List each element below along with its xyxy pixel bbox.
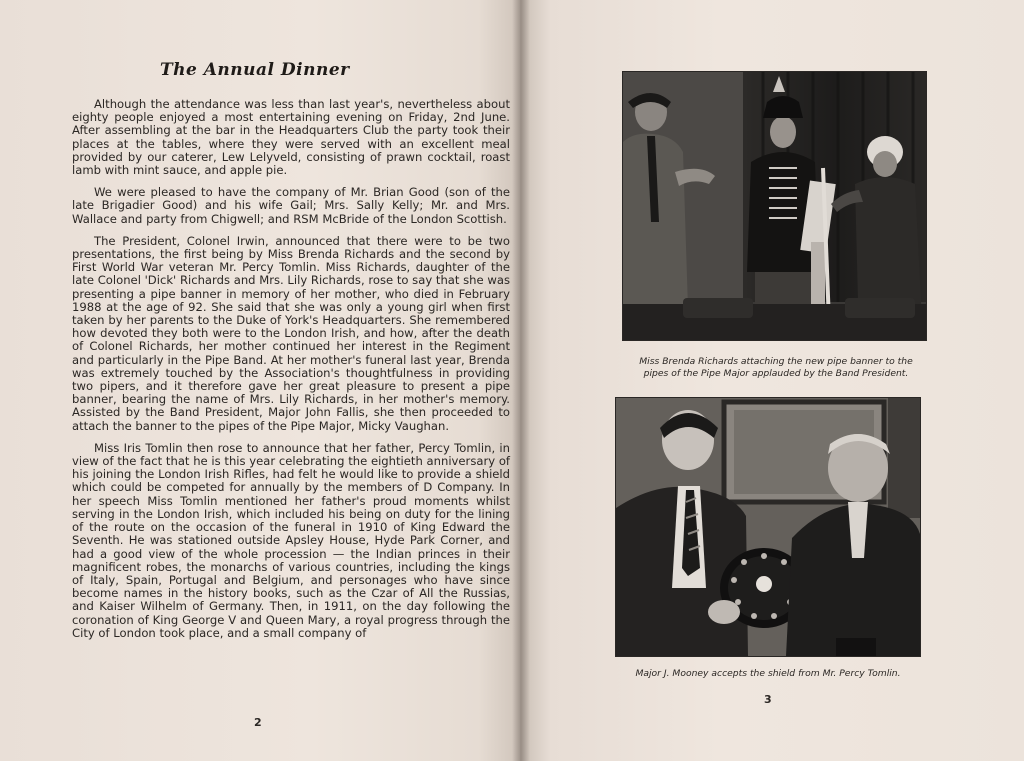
paragraph-presentations: The President, Colonel Irwin, announced that there were to be two presentations, the first being by Miss Brenda Richards and the second by First World War veteran Mr. Percy Tomlin. Miss Richards, daughter of the late Colonel 'Dick' Richards and Mrs. Lily Richards, rose to say that she was presenting a pipe banner in memory of her mother, who died in February 1988 at the age of 92. She said that she was only a young girl when first taken by her parents to the Duke of York's Headquarters. She remembered how devoted they both were to the London Irish, and how, after the death of Colonel Richards, her mother continued her interest in the Regiment and particularly in the Pipe Band. At her mother's funeral last year, Brenda was extremely touched by the Association's thoughtfulness in providing two pipers, and it therefore gave her great pleasure to present a pipe banner, bearing the name of Mrs. Lily Richards, in her mother's memory. Assisted by the Band President, Major John Fallis, she then proceeded to attach the banner to the pipes of the Pipe Major, Micky Vaughan. bbox=[72, 233, 510, 433]
right-page bbox=[520, 0, 1024, 761]
caption-bottom: Major J. Mooney accepts the shield from Mr. Percy Tomlin. bbox=[635, 668, 901, 679]
photo-shield-presentation bbox=[616, 398, 920, 656]
caption-top bbox=[618, 356, 934, 380]
photo-shield-presentation-image bbox=[616, 398, 920, 656]
article-title: The Annual Dinner bbox=[160, 60, 350, 80]
paragraph-guests: We were pleased to have the company of Mr. Brian Good (son of the late Brigadier Good) and his wife Gail; Mrs. Sally Kelly; Mr. and Mrs. Wallace and party from Chigwell; and RSM McBride of the London Scottish. bbox=[72, 185, 510, 226]
book-gutter bbox=[512, 0, 530, 761]
caption-top-line2: pipes of the Pipe Major applauded by the Band President. bbox=[643, 368, 909, 379]
paragraph-attendance: Although the attendance was less than last year's, nevertheless about eighty people enjoyed a most entertaining evening on Friday, 2nd June. After assembling at the bar in the Headquarters Club the party took their places at the tables, where they were served with an excellent meal provided by our caterer, Lew Lelyveld, consisting of prawn cocktail, roast lamb with mint sauce, and apple pie. bbox=[72, 97, 510, 178]
article-body bbox=[72, 98, 510, 649]
photo-pipe-banner bbox=[623, 72, 926, 340]
page-number-right: 3 bbox=[764, 693, 772, 706]
page-number-left: 2 bbox=[254, 716, 262, 729]
photo-pipe-banner-image bbox=[623, 72, 926, 340]
caption-top-line1: Miss Brenda Richards attaching the new pipe banner to the bbox=[639, 356, 913, 367]
paragraph-tomlin: Miss Iris Tomlin then rose to announce that her father, Percy Tomlin, in view of the fact that he is this year celebrating the eightieth anniversary of his joining the London Irish Rifles, had felt he would like to provide a shield which could be competed for annually by the members of D Company. In her speech Miss Tomlin mentioned her father's proud moments whilst serving in the London Irish, which included his being on duty for the lining of the route on the occasion of the funeral in 1910 of King Edward the Seventh. He was stationed outside Apsley House, Hyde Park Corner, and had a good view of the whole procession — the Indian princes in their magnificent robes, the monarchs of various countries, including the kings of Italy, Spain, Portugal and Belgium, and personages who have since become names in the history books, such as the Czar of All the Russias, and Kaiser Wilhelm of Germany. Then, in 1911, on the day following the coronation of King George V and Queen Mary, a royal progress through the City of London took place, and a small company of bbox=[72, 440, 510, 640]
